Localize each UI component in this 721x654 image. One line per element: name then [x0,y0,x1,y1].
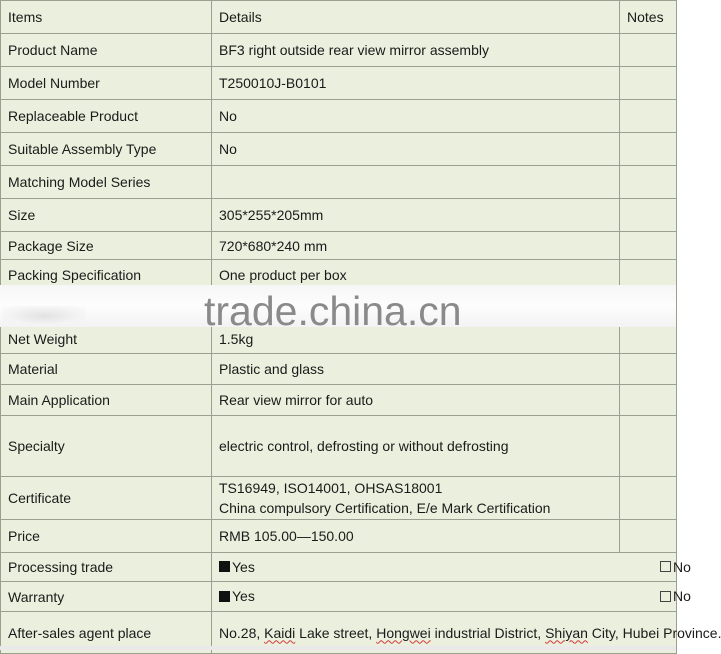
header-notes: Notes [620,1,677,34]
item-notes [620,133,677,166]
item-label: Processing trade [1,553,212,582]
table-row [1,582,677,612]
item-detail: RMB 105.00—150.00 [212,520,620,553]
addr-part: No.28, [219,624,261,641]
item-notes [620,199,677,232]
table-row [1,232,677,260]
item-label: Material [1,354,212,385]
item-label: Packing Specification [1,260,212,290]
item-label: Main Application [1,385,212,416]
checkbox-empty-icon[interactable] [660,591,671,602]
table-row [1,416,677,477]
item-detail: One product per box [212,260,620,290]
item-label: Price [1,520,212,553]
checkbox-checked-icon[interactable] [219,561,230,572]
item-detail: T250010J-B0101 [212,67,620,100]
item-label: Suitable Assembly Type [1,133,212,166]
table-row [1,133,677,166]
item-label: Warranty [1,582,212,612]
header-details: Details [212,1,620,34]
checkbox-empty-icon[interactable] [660,561,671,572]
no-label: No [673,588,691,605]
item-detail: BF3 right outside rear view mirror assembly [212,34,620,67]
item-detail: Plastic and glass [212,354,620,385]
table-row [1,477,677,520]
watermark-text: trade.china.cn [204,288,462,334]
item-detail: 305*255*205mm [212,199,620,232]
item-detail: No [212,100,620,133]
addr-part: Shiyan [545,624,588,641]
item-label: Model Number [1,67,212,100]
item-label: Net Weight [1,290,212,354]
header-row [1,1,677,34]
bottom-edge [0,646,676,650]
item-notes [620,477,677,520]
addr-part: Kaidi [264,624,296,641]
table-row [1,34,677,67]
item-notes [620,416,677,477]
yes-label: Yes [232,588,255,605]
item-notes [620,385,677,416]
detail-line: China compulsory Certification, E/e Mark Certification [219,500,551,516]
item-detail: electric control, defrosting or without defrosting [212,416,620,477]
item-label: After-sales agent place [1,612,212,654]
item-detail: 1.5kg [212,290,620,354]
table-row [1,520,677,553]
no-option[interactable] [660,586,691,606]
detail-line: TS16949, ISO14001, OHSAS18001 [219,480,443,496]
no-label: No [673,558,691,575]
item-label: Matching Model Series [1,166,212,199]
item-label: Product Name [1,34,212,67]
item-options [212,582,691,612]
yes-label: Yes [232,558,255,575]
table-row [1,199,677,232]
addr-part: City, [591,624,619,641]
addr-part: Lake street, [299,624,373,641]
item-options [212,553,691,582]
item-label: Package Size [1,232,212,260]
no-option[interactable] [660,557,691,577]
item-notes [620,100,677,133]
addr-part: Province. [663,624,721,641]
addr-part: industrial District, [434,624,542,641]
blurred-label [2,306,86,326]
yes-option[interactable] [219,586,255,606]
table-row [1,553,677,582]
item-detail: Rear view mirror for auto [212,385,620,416]
addr-part: Hongwei [376,624,431,641]
item-notes [620,34,677,67]
header-items: Items [1,1,212,34]
item-detail [212,477,620,520]
item-label: Replaceable Product [1,100,212,133]
yes-option[interactable] [219,557,255,577]
table-row [1,67,677,100]
item-detail: No [212,133,620,166]
item-label: Certificate [1,477,212,520]
item-notes [620,166,677,199]
item-detail [212,166,620,199]
item-detail: 720*680*240 mm [212,232,620,260]
table-row [1,354,677,385]
item-label: Specialty [1,416,212,477]
item-notes [620,354,677,385]
item-notes [620,67,677,100]
item-notes [620,520,677,553]
checkbox-checked-icon[interactable] [219,591,230,602]
table-row [1,166,677,199]
item-notes [620,232,677,260]
item-label: Size [1,199,212,232]
table-row [1,100,677,133]
table-row [1,385,677,416]
addr-part: Hubei [622,624,660,641]
